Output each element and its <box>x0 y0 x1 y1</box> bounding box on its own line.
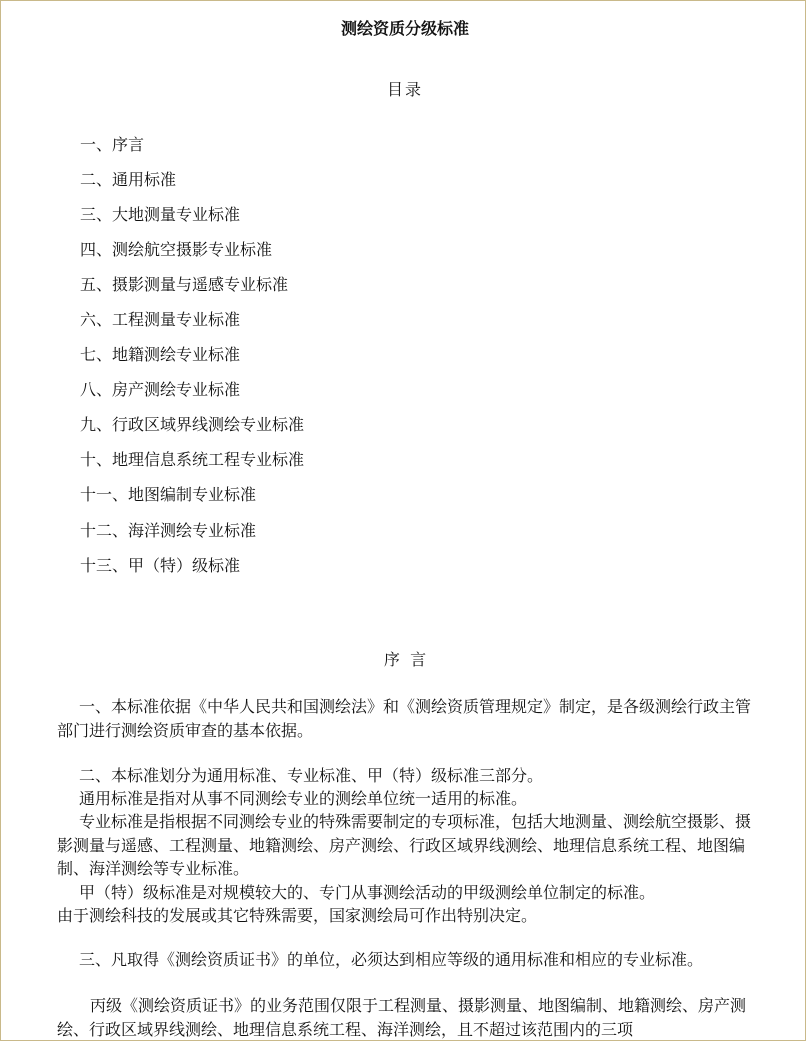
paragraph: 一、本标准依据《中华人民共和国测绘法》和《测绘资质管理规定》制定，是各级测绘行政主管部门进行测绘资质审查的基本依据。 <box>57 697 752 740</box>
toc-item: 一、序言 <box>80 135 145 154</box>
toc-heading: 目录 <box>386 80 423 99</box>
toc-item: 六、工程测量专业标准 <box>80 310 241 330</box>
toc-item: 十三、甲（特）级标准 <box>80 555 241 575</box>
document-title: 测绘资质分级标准 <box>340 19 469 38</box>
toc-item: 九、行政区域界线测绘专业标准 <box>80 415 305 435</box>
toc-item: 三、大地测量专业标准 <box>80 205 241 225</box>
paragraph: 丙级《测绘资质证书》的业务范围仅限于工程测量、摄影测量、地图编制、地籍测绘、房产测绘、行政区域界线测绘、地理信息系统工程、海洋测绘，且不超过该范围内的三项 <box>57 996 747 1039</box>
toc-item: 七、地籍测绘专业标准 <box>80 345 241 365</box>
toc-item: 十、地理信息系统工程专业标准 <box>80 450 305 470</box>
paragraph: 甲（特）级标准是对规模较大的、专门从事测绘活动的甲级测绘单位制定的标准。 <box>79 883 656 902</box>
paragraph: 三、凡取得《测绘资质证书》的单位，必须达到相应等级的通用标准和相应的专业标准。 <box>79 950 704 969</box>
toc-item: 五、摄影测量与遥感专业标准 <box>80 275 289 295</box>
paragraph: 二、本标准划分为通用标准、专业标准、甲（特）级标准三部分。 <box>79 766 544 785</box>
toc-item: 四、测绘航空摄影专业标准 <box>80 240 273 260</box>
paragraph: 专业标准是指根据不同测绘专业的特殊需要制定的专项标准，包括大地测量、测绘航空摄影、摄影测量与遥感、工程测量、地籍测绘、房产测绘、行政区域界线测绘、地理信息系统工程、地图编制、海洋测绘等专业标准。 <box>57 812 752 878</box>
paragraph: 通用标准是指对从事不同测绘专业的测绘单位统一适用的标准。 <box>79 789 528 808</box>
paragraph: 由于测绘科技的发展或其它特殊需要，国家测绘局可作出特别决定。 <box>57 906 538 925</box>
toc-item: 十一、地图编制专业标准 <box>80 485 257 505</box>
table-of-contents <box>80 134 304 590</box>
preface-heading: 序 言 <box>383 650 427 669</box>
toc-item: 八、房产测绘专业标准 <box>80 380 241 400</box>
toc-item: 二、通用标准 <box>80 170 177 190</box>
toc-item: 十二、海洋测绘专业标准 <box>80 520 257 540</box>
